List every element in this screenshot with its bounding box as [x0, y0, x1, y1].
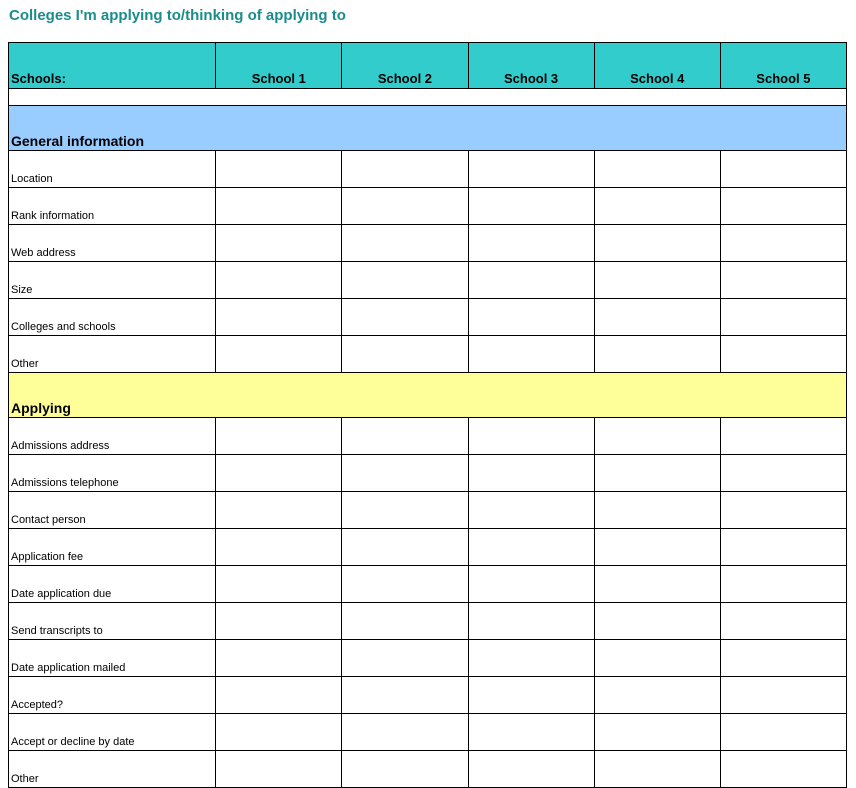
school-2-cell[interactable] — [342, 336, 468, 373]
school-3-cell[interactable] — [468, 751, 594, 788]
school-4-cell[interactable] — [594, 455, 720, 492]
table-row — [9, 336, 847, 373]
school-3-cell[interactable] — [468, 492, 594, 529]
row-label: Date application mailed — [9, 640, 216, 677]
school-2-header[interactable]: School 2 — [342, 43, 468, 89]
school-4-cell[interactable] — [594, 225, 720, 262]
school-1-cell[interactable] — [216, 751, 342, 788]
school-5-cell[interactable] — [720, 336, 846, 373]
school-5-cell[interactable] — [720, 418, 846, 455]
school-4-cell[interactable] — [594, 566, 720, 603]
page-title: Colleges I'm applying to/thinking of applying to — [9, 7, 346, 24]
table-row — [9, 492, 847, 529]
school-3-cell[interactable] — [468, 151, 594, 188]
school-2-cell[interactable] — [342, 566, 468, 603]
school-2-cell[interactable] — [342, 188, 468, 225]
row-label: Web address — [9, 225, 216, 262]
table-row — [9, 188, 847, 225]
section-title: General information — [9, 106, 847, 151]
row-label: Admissions address — [9, 418, 216, 455]
school-4-cell[interactable] — [594, 751, 720, 788]
school-5-cell[interactable] — [720, 677, 846, 714]
section-title: Applying — [9, 373, 847, 418]
table-row — [9, 714, 847, 751]
school-2-cell[interactable] — [342, 455, 468, 492]
table-row — [9, 299, 847, 336]
row-label: Accepted? — [9, 677, 216, 714]
school-5-cell[interactable] — [720, 492, 846, 529]
school-1-cell[interactable] — [216, 492, 342, 529]
school-1-cell[interactable] — [216, 529, 342, 566]
school-2-cell[interactable] — [342, 751, 468, 788]
row-label: Admissions telephone — [9, 455, 216, 492]
school-3-cell[interactable] — [468, 455, 594, 492]
school-2-cell[interactable] — [342, 640, 468, 677]
school-3-cell[interactable] — [468, 299, 594, 336]
school-1-cell[interactable] — [216, 714, 342, 751]
school-1-cell[interactable] — [216, 640, 342, 677]
row-label: Contact person — [9, 492, 216, 529]
school-3-cell[interactable] — [468, 603, 594, 640]
school-3-cell[interactable] — [468, 262, 594, 299]
school-4-cell[interactable] — [594, 640, 720, 677]
row-label: Colleges and schools — [9, 299, 216, 336]
school-4-cell[interactable] — [594, 418, 720, 455]
school-4-cell[interactable] — [594, 714, 720, 751]
section-header-row — [9, 106, 847, 151]
school-4-cell[interactable] — [594, 492, 720, 529]
school-3-cell[interactable] — [468, 418, 594, 455]
school-1-cell[interactable] — [216, 262, 342, 299]
table-row — [9, 455, 847, 492]
row-label: Application fee — [9, 529, 216, 566]
school-3-header[interactable]: School 3 — [468, 43, 594, 89]
school-3-cell[interactable] — [468, 336, 594, 373]
section-header-row — [9, 373, 847, 418]
table-row — [9, 677, 847, 714]
school-2-cell[interactable] — [342, 603, 468, 640]
school-3-cell[interactable] — [468, 529, 594, 566]
school-3-cell[interactable] — [468, 714, 594, 751]
school-2-cell[interactable] — [342, 714, 468, 751]
school-2-cell[interactable] — [342, 262, 468, 299]
row-label: Other — [9, 336, 216, 373]
row-label: Rank information — [9, 188, 216, 225]
school-5-cell[interactable] — [720, 529, 846, 566]
college-comparison-table — [8, 42, 847, 788]
row-label: Location — [9, 151, 216, 188]
school-4-cell[interactable] — [594, 262, 720, 299]
school-3-cell[interactable] — [468, 677, 594, 714]
school-1-cell[interactable] — [216, 299, 342, 336]
school-2-cell[interactable] — [342, 418, 468, 455]
school-1-cell[interactable] — [216, 225, 342, 262]
school-5-cell[interactable] — [720, 751, 846, 788]
school-1-cell[interactable] — [216, 603, 342, 640]
school-5-cell[interactable] — [720, 299, 846, 336]
school-5-cell[interactable] — [720, 225, 846, 262]
table-row — [9, 262, 847, 299]
school-3-cell[interactable] — [468, 566, 594, 603]
school-5-cell[interactable] — [720, 714, 846, 751]
school-4-cell[interactable] — [594, 299, 720, 336]
school-5-cell[interactable] — [720, 455, 846, 492]
table-row — [9, 751, 847, 788]
school-2-cell[interactable] — [342, 225, 468, 262]
school-4-header[interactable]: School 4 — [594, 43, 720, 89]
school-2-cell[interactable] — [342, 299, 468, 336]
table-row — [9, 529, 847, 566]
school-3-cell[interactable] — [468, 188, 594, 225]
table-row — [9, 566, 847, 603]
school-5-cell[interactable] — [720, 188, 846, 225]
header-row — [9, 43, 847, 89]
school-4-cell[interactable] — [594, 677, 720, 714]
school-1-cell[interactable] — [216, 418, 342, 455]
table-row — [9, 640, 847, 677]
school-4-cell[interactable] — [594, 151, 720, 188]
school-5-cell[interactable] — [720, 151, 846, 188]
spacer-row — [9, 89, 847, 106]
school-2-cell[interactable] — [342, 529, 468, 566]
row-label: Other — [9, 751, 216, 788]
school-5-header[interactable]: School 5 — [720, 43, 846, 89]
table-row — [9, 151, 847, 188]
school-1-cell[interactable] — [216, 566, 342, 603]
row-label: Size — [9, 262, 216, 299]
row-label: Accept or decline by date — [9, 714, 216, 751]
school-1-cell[interactable] — [216, 336, 342, 373]
school-1-cell[interactable] — [216, 677, 342, 714]
school-2-cell[interactable] — [342, 492, 468, 529]
school-2-cell[interactable] — [342, 677, 468, 714]
school-3-cell[interactable] — [468, 225, 594, 262]
school-1-header[interactable]: School 1 — [216, 43, 342, 89]
schools-header-label: Schools: — [9, 43, 216, 89]
table-row — [9, 418, 847, 455]
school-4-cell[interactable] — [594, 188, 720, 225]
school-5-cell[interactable] — [720, 262, 846, 299]
school-4-cell[interactable] — [594, 529, 720, 566]
school-5-cell[interactable] — [720, 566, 846, 603]
school-1-cell[interactable] — [216, 188, 342, 225]
school-4-cell[interactable] — [594, 336, 720, 373]
row-label: Send transcripts to — [9, 603, 216, 640]
school-5-cell[interactable] — [720, 603, 846, 640]
school-4-cell[interactable] — [594, 603, 720, 640]
school-1-cell[interactable] — [216, 151, 342, 188]
school-3-cell[interactable] — [468, 640, 594, 677]
table-row — [9, 603, 847, 640]
school-1-cell[interactable] — [216, 455, 342, 492]
school-2-cell[interactable] — [342, 151, 468, 188]
spacer-cell — [9, 89, 847, 106]
row-label: Date application due — [9, 566, 216, 603]
school-5-cell[interactable] — [720, 640, 846, 677]
table-row — [9, 225, 847, 262]
